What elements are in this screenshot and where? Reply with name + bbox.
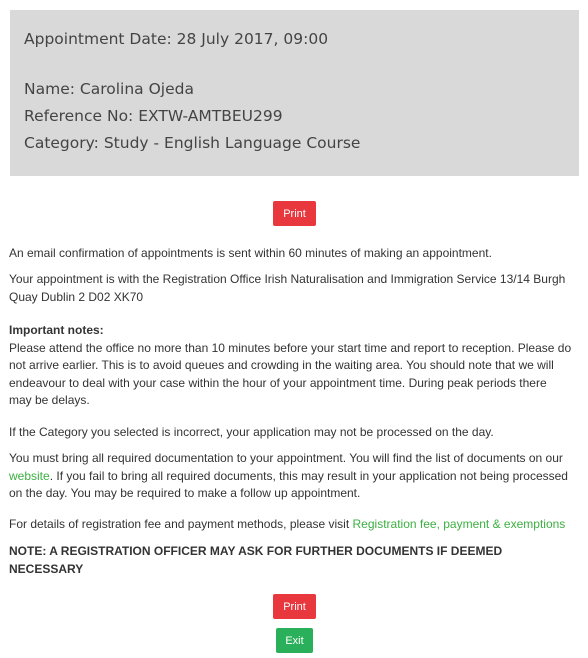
office-line-2: Quay Dublin 2 D02 XK70 [9,289,144,304]
fees-prefix: For details of registration fee and payment methods, please visit [9,517,353,531]
print-button-bottom[interactable]: Print [273,594,316,619]
office-location-text [9,271,581,306]
appointment-summary [10,10,579,176]
print-button-top[interactable]: Print [273,201,316,226]
registration-officer-note [9,543,581,578]
documents-text [9,450,581,503]
attend-line-3: endeavour to deal with your case within the hour of your appointment time. During peak periods there [9,375,547,390]
exit-button[interactable]: Exit [276,628,313,653]
applicant-name: Name: Carolina Ojeda [24,80,194,98]
website-link[interactable]: website [9,468,50,483]
important-notes [9,322,581,410]
appointment-category: Category: Study - English Language Course [24,134,361,152]
note-line-2: NECESSARY [9,561,84,576]
important-notes-heading: Important notes: [9,323,104,337]
attend-line-2: not arrive earlier. This is to avoid queues and crowding in the waiting area. You should note that we will [9,358,554,372]
attend-line-4: may be delays. [9,393,90,407]
office-line-1: Your appointment is with the Registration Office Irish Naturalisation and Immigration Service 13/14 Burgh [9,272,566,286]
email-confirmation-text: An email confirmation of appointments is sent within 60 minutes of making an appointment. [9,246,492,260]
appointment-date: Appointment Date: 28 July 2017, 09:00 [24,30,329,48]
documents-line-1: You must bring all required documentation to your appointment. You will find the list of documents on our [9,451,563,465]
documents-line-2: . If you fail to bring all required documents, this may result in your application not being processed [49,468,568,483]
category-warning-text: If the Category you selected is incorrect, your application may not be processed on the day. [9,425,494,439]
reference-number: Reference No: EXTW-AMTBEU299 [24,107,283,125]
registration-fee-link[interactable]: Registration fee, payment & exemptions [352,517,566,531]
documents-line-3: on the day. You may be required to make a follow up appointment. [9,486,361,500]
note-line-1: NOTE: A REGISTRATION OFFICER MAY ASK FOR FURTHER DOCUMENTS IF DEEMED [9,544,503,558]
fees-text [9,516,581,534]
attend-line-1: Please attend the office no more than 10 minutes before your start time and report to reception. Please do [9,340,572,355]
